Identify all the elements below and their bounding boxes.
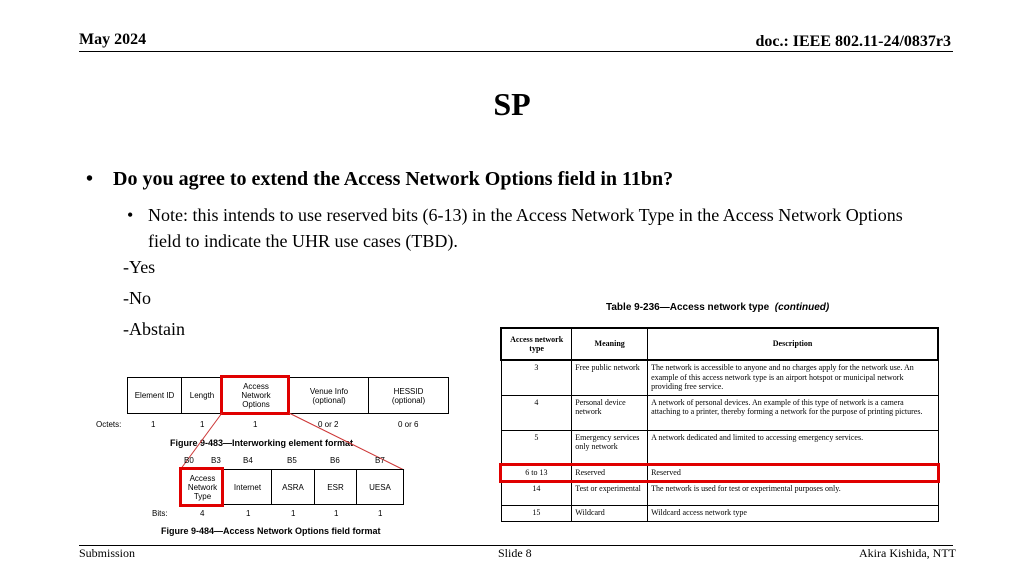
- table-row: [501, 360, 938, 395]
- bit-label: B5: [287, 456, 297, 465]
- table-cell: 3: [501, 360, 572, 395]
- field-element-id: Element ID: [127, 377, 182, 414]
- field-venue-info: Venue Info (optional): [289, 377, 369, 414]
- option-no: -No: [123, 288, 151, 308]
- octets-value: 1: [253, 420, 258, 429]
- bits-value: 1: [291, 509, 296, 518]
- octets-label: Octets:: [96, 420, 122, 429]
- bit-label: B4: [243, 456, 253, 465]
- field-esr: ESR: [314, 469, 357, 505]
- header-doc-id: doc.: IEEE 802.11-24/0837r3: [755, 33, 951, 50]
- table-cell: Wildcard access network type: [648, 505, 938, 521]
- bits-label: Bits:: [152, 509, 168, 518]
- highlight-box: [179, 467, 224, 507]
- table-row: [501, 430, 938, 465]
- table-header-row: [501, 328, 938, 360]
- field-asra: ASRA: [271, 469, 315, 505]
- field-internet: Internet: [223, 469, 272, 505]
- table-cell: Free public network: [572, 360, 648, 395]
- bits-value: 1: [246, 509, 251, 518]
- table-cell: The network is accessible to anyone and no charges apply for the network use. An example of this access network type is an airport hotspot or municipal network providing free service.: [648, 360, 938, 395]
- table-row-highlighted: [501, 465, 938, 481]
- table-cell: 6 to 13: [501, 465, 572, 481]
- table-row: [501, 395, 938, 430]
- field-uesa: UESA: [356, 469, 404, 505]
- table-cell: Wildcard: [572, 505, 648, 521]
- bit-label: B0: [184, 456, 194, 465]
- bit-label: B3: [211, 456, 221, 465]
- slide-title: SP: [493, 86, 531, 122]
- table-cell: 14: [501, 481, 572, 505]
- header-date: May 2024: [79, 31, 147, 48]
- table-cell: Test or experimental: [572, 481, 648, 505]
- note-text: Note: this intends to use reserved bits (6-13) in the Access Network Type in the Access Network Options field to indicate the UHR use cases (TBD).: [148, 205, 903, 251]
- field-length: Length: [181, 377, 223, 414]
- table-cell: Personal device network: [572, 395, 648, 430]
- figure-483-caption: Figure 9-483—Interworking element format: [170, 438, 354, 448]
- table-header: Access network type: [501, 328, 572, 360]
- footer-author: Akira Kishida, NTT: [859, 546, 956, 560]
- field-access-network-type: Access Network Type: [181, 469, 224, 505]
- table-cell: Reserved: [648, 465, 938, 481]
- table-header: Description: [648, 328, 938, 360]
- table-cell: Reserved: [572, 465, 648, 481]
- bits-value: 1: [378, 509, 383, 518]
- octets-value: 1: [200, 420, 205, 429]
- table-row: [501, 505, 938, 521]
- footer-slide-number: Slide 8: [498, 546, 532, 560]
- footer-left: Submission: [79, 546, 136, 560]
- bullet-icon: •: [127, 205, 134, 225]
- octets-value: 0 or 2: [318, 420, 339, 429]
- field-access-network-options: Access Network Options: [222, 377, 290, 414]
- bit-label: B6: [330, 456, 340, 465]
- table-caption: [606, 302, 829, 313]
- bit-label: B7: [375, 456, 385, 465]
- table-caption-suffix: (continued): [774, 302, 830, 313]
- table-cell: 15: [501, 505, 572, 521]
- table-cell: 4: [501, 395, 572, 430]
- table-row: [501, 481, 938, 505]
- octets-value: 1: [151, 420, 156, 429]
- question-text: Do you agree to extend the Access Network Options field in 11bn?: [113, 168, 674, 190]
- table-cell: The network is used for test or experimental purposes only.: [648, 481, 938, 505]
- table-cell: A network of personal devices. An example of this type of network is a camera attaching to a printer, thereby forming a network for the purpose of printing pictures.: [648, 395, 938, 430]
- bullet-icon: •: [86, 168, 94, 190]
- option-yes: -Yes: [123, 257, 156, 277]
- figure-484-caption: Figure 9-484—Access Network Options field format: [161, 526, 381, 536]
- table-caption-text: Table 9-236—Access network type: [606, 302, 770, 313]
- option-abstain: -Abstain: [123, 319, 185, 339]
- octets-value: 0 or 6: [398, 420, 419, 429]
- access-network-type-table: [500, 327, 939, 522]
- table-cell: 5: [501, 430, 572, 465]
- table-header: Meaning: [572, 328, 648, 360]
- table-cell: A network dedicated and limited to accessing emergency services.: [648, 430, 938, 465]
- table-cell: Emergency services only network: [572, 430, 648, 465]
- bits-value: 1: [334, 509, 339, 518]
- field-hessid: HESSID (optional): [368, 377, 449, 414]
- bits-value: 4: [200, 509, 205, 518]
